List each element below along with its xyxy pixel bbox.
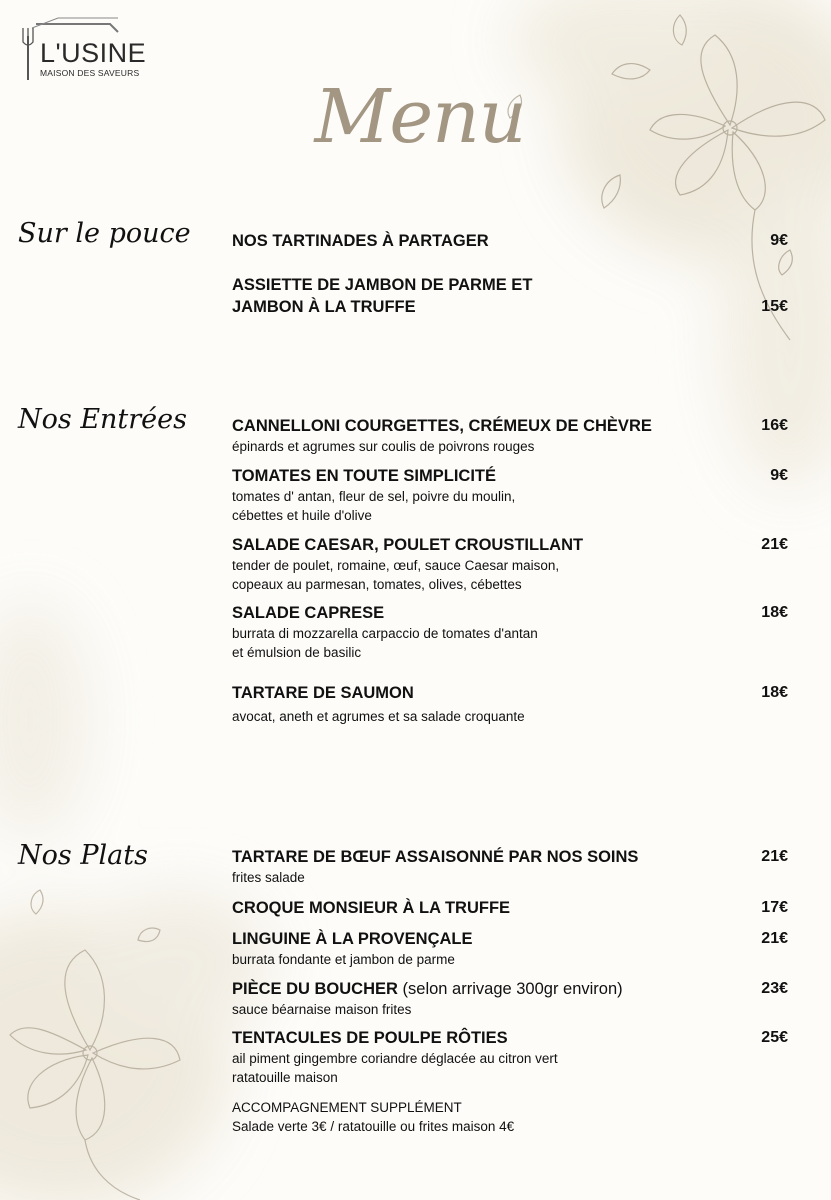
item-price: 15€ [761, 298, 788, 315]
item-description: burrata fondante et jambon de parme [232, 952, 455, 967]
item-name: TENTACULES DE POULPE RÔTIES [232, 1029, 508, 1047]
item-description: épinards et agrumes sur coulis de poivrons rouges [232, 439, 535, 454]
item-name-line-1: ASSIETTE DE JAMBON DE PARME ET [232, 276, 533, 294]
item-description: ratatouille maison [232, 1070, 338, 1085]
extras-line: Salade verte 3€ / ratatouille ou frites maison 4€ [232, 1119, 515, 1134]
item-description: cébettes et huile d'olive [232, 508, 372, 523]
item-note: (selon arrivage 300gr environ) [402, 980, 623, 998]
item-price: 21€ [761, 930, 788, 947]
item-name: SALADE CAPRESE [232, 604, 385, 622]
logo-name: L'USINE [40, 38, 147, 68]
item-name [232, 978, 788, 1000]
item-price: 9€ [770, 232, 788, 249]
item-price: 17€ [761, 899, 788, 916]
menu-item [232, 682, 788, 726]
item-price: 18€ [761, 604, 788, 621]
item-description: copeaux au parmesan, tomates, olives, cébettes [232, 577, 522, 592]
item-name: TOMATES EN TOUTE SIMPLICITÉ [232, 467, 497, 485]
item-price: 18€ [761, 684, 788, 701]
item-name: SALADE CAESAR, POULET CROUSTILLANT [232, 536, 584, 554]
item-name: CROQUE MONSIEUR À LA TRUFFE [232, 899, 511, 917]
item-description: tomates d' antan, fleur de sel, poivre du moulin, [232, 489, 516, 504]
menu-item [232, 602, 788, 662]
item-price: 21€ [761, 848, 788, 865]
section-title-plats: Nos Plats [18, 840, 148, 871]
item-description: tender de poulet, romaine, œuf, sauce Caesar maison, [232, 558, 560, 573]
menu-item [232, 534, 788, 594]
item-description: sauce béarnaise maison frites [232, 1002, 412, 1017]
item-name: CANNELLONI COURGETTES, CRÉMEUX DE CHÈVRE [232, 417, 652, 435]
menu-item [232, 230, 788, 252]
item-price: 9€ [770, 467, 788, 484]
extras-title: ACCOMPAGNEMENT SUPPLÉMENT [232, 1100, 462, 1115]
page-title: Menu [314, 74, 526, 160]
logo [18, 14, 168, 104]
item-description: et émulsion de basilic [232, 645, 362, 660]
menu-item [232, 978, 788, 1019]
item-description: frites salade [232, 870, 305, 885]
menu-item [232, 415, 788, 456]
section-title-sur-le-pouce: Sur le pouce [18, 218, 191, 249]
logo-tagline: MAISON DES SAVEURS [40, 68, 140, 78]
menu-item [232, 274, 788, 318]
item-name-text: PIÈCE DU BOUCHER [232, 980, 398, 998]
extras-block [232, 1098, 788, 1136]
item-price: 16€ [761, 417, 788, 434]
item-name-line-2: JAMBON À LA TRUFFE [232, 298, 416, 316]
menu-item [232, 928, 788, 969]
item-name: NOS TARTINADES À PARTAGER [232, 232, 489, 250]
item-price: 21€ [761, 536, 788, 553]
menu-item [232, 465, 788, 525]
item-name: LINGUINE À LA PROVENÇALE [232, 930, 473, 948]
item-description: ail piment gingembre coriandre déglacée au citron vert [232, 1051, 558, 1066]
section-title-entrees: Nos Entrées [18, 404, 187, 435]
item-price: 23€ [761, 980, 788, 997]
menu-item [232, 1027, 788, 1087]
menu-item [232, 846, 788, 887]
item-price: 25€ [761, 1029, 788, 1046]
menu-item [232, 897, 788, 919]
item-description: burrata di mozzarella carpaccio de tomates d'antan [232, 626, 538, 641]
item-description: avocat, aneth et agrumes et sa salade croquante [232, 709, 525, 724]
item-name: TARTARE DE SAUMON [232, 684, 414, 702]
item-name: TARTARE DE BŒUF ASSAISONNÉ PAR NOS SOINS [232, 848, 639, 866]
